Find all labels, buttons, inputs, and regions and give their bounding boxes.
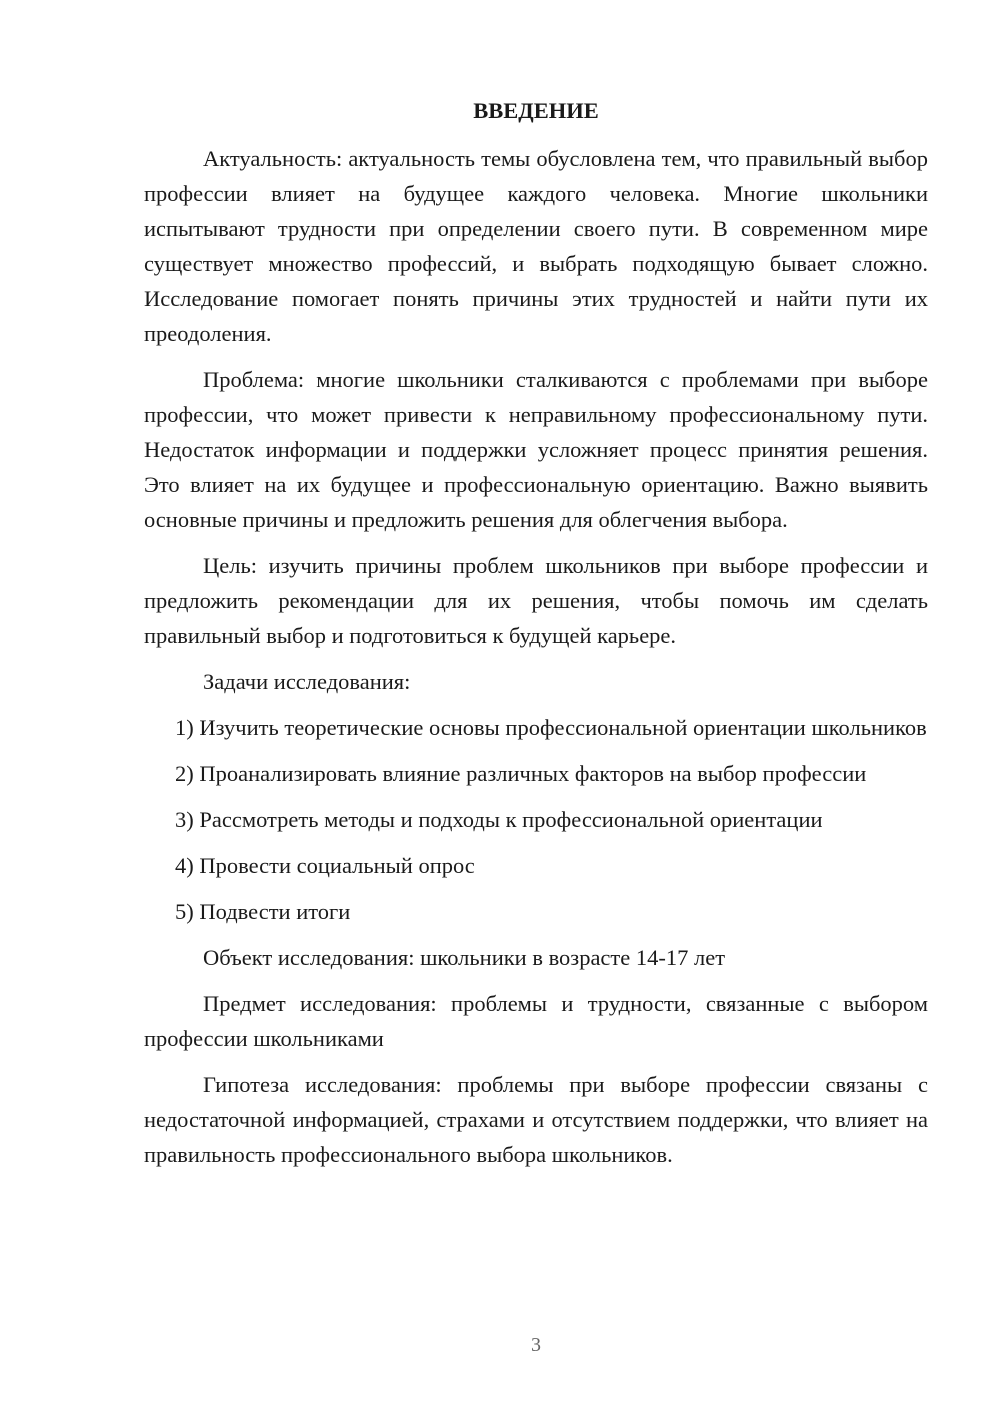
task-item-5: 5) Подвести итоги: [175, 899, 351, 924]
task-item-4: 4) Провести социальный опрос: [175, 853, 475, 878]
paragraph-relevance: Актуальность: актуальность темы обусловлена тем, что правильный выбор профессии влияет на будущее каждого человека. Многие школьники испытывают трудности при определении своего пути. В современном мире существует множество профессий, и выбрать подходящую бывает сложно. Исследование помогает понять причины этих трудностей и найти пути их преодоления.: [144, 146, 928, 346]
section-title: ВВЕДЕНИЕ: [473, 98, 599, 123]
paragraph-hypothesis: Гипотеза исследования: проблемы при выборе профессии связаны с недостаточной информацией, страхами и отсутствием поддержки, что влияет на правильность профессионального выбора школьников.: [144, 1072, 928, 1167]
paragraph-goal: Цель: изучить причины проблем школьников при выборе профессии и предложить рекомендации для их решения, чтобы помочь им сделать правильный выбор и подготовиться к будущей карьере.: [144, 553, 928, 648]
paragraph-problem: Проблема: многие школьники сталкиваются с проблемами при выборе профессии, что может привести к неправильному профессиональному пути. Недостаток информации и поддержки усложняет процесс принятия решения. Это влияет на их будущее и профессиональную ориентацию. Важно выявить основные причины и предложить решения для облегчения выбора.: [144, 367, 928, 532]
task-item-3: 3) Рассмотреть методы и подходы к профессиональной ориентации: [175, 807, 823, 832]
paragraph-subject: Предмет исследования: проблемы и трудности, связанные с выбором профессии школьниками: [144, 991, 928, 1051]
tasks-heading: Задачи исследования:: [203, 669, 411, 694]
paragraph-object: Объект исследования: школьники в возрасте 14-17 лет: [203, 945, 726, 970]
page-content: [144, 93, 928, 1183]
task-item-2: 2) Проанализировать влияние различных факторов на выбор профессии: [175, 761, 867, 786]
task-item-1: 1) Изучить теоретические основы профессиональной ориентации школьников: [175, 715, 927, 740]
page-number: 3: [531, 1334, 541, 1356]
